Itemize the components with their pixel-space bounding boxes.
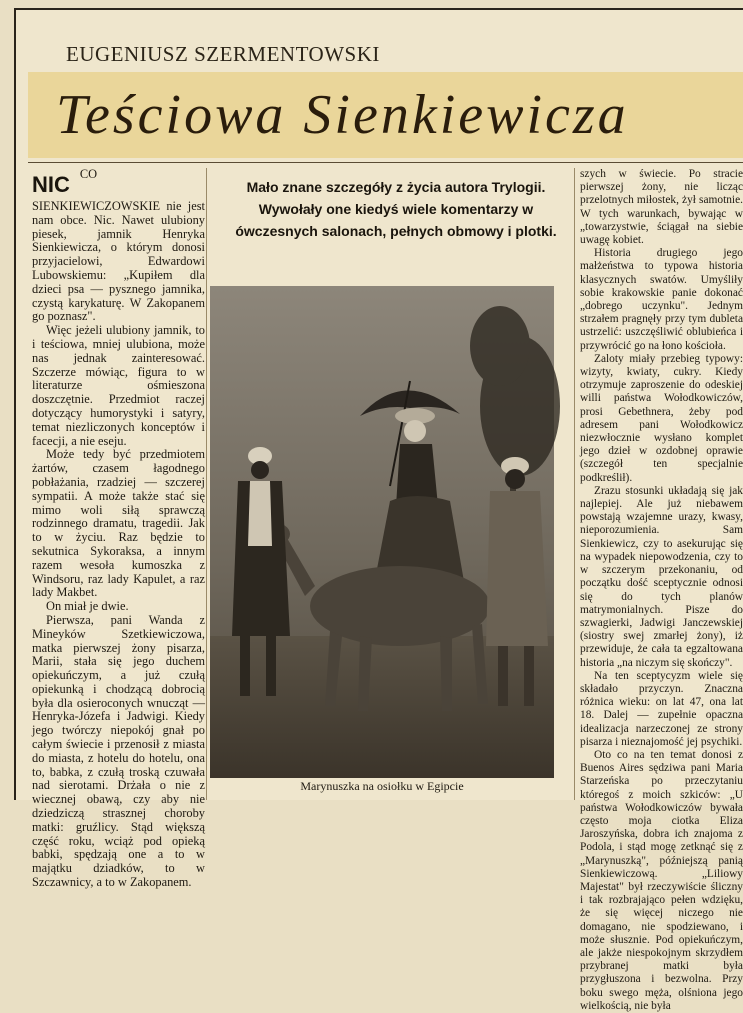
photo-caption: Marynuszka na osiołku w Egipcie — [300, 779, 464, 793]
right-paragraph-5: Na ten sceptycyzm wiele się składało przyczyn. Znaczna różnica wieku: on lat 47, ona lat 18. Dalej — zupełnie opaczna idealizacja narzeczonej ze strony pisarza i nieznajomość jej psychiki. — [580, 669, 743, 748]
lead-text: Mało znane szczegóły z życia autora Trylogii. Wywołały one kiedyś wiele komentarzy w ówczesnych salonach, pełnych obmowy i plotki. — [235, 179, 557, 239]
article-title: Teściowa Sienkiewicza — [56, 84, 629, 146]
right-paragraph-6: Oto co na ten temat donosi z Buenos Aires sędziwa pani Maria Starzeńska po przeczytaniu któregoś z moich szkiców: „U państwa Wołodkowiczów bywała często moja ciotka Eliza Jaroszyńska, dobra ich znajoma z Podola, i stąd mogę zetknąć się z „Marynuszką", późniejszą panią Sienkiewiczową. „Liliowy Majestat" był rzeczywiście śliczny i tak rozbrajająco pełen wdzięku, że się więcej niczego nie domagano, nie spodziewano, i może słusznie. Pod opiekuńczym, ale jakże niespokojnym skrzydłem przybranej matki była przygłuszona i bezwolna. Przy boku swego męża, olśniona jego wielkością, nie była — [580, 748, 743, 1012]
page-frame-left — [14, 8, 16, 800]
left-paragraph-1 — [32, 168, 205, 324]
photo-illustration — [210, 286, 554, 778]
column-separator-left — [206, 168, 207, 800]
right-paragraph-3: Zaloty miały przebieg typowy: wizyty, kwiaty, cukry. Kiedy otrzymuje zaproszenie do odeskiej willi państwa Wołodkowiczów, prosi Gebethnera, żeby pod adresem pani Wołodkowicz niezwłocznie wysłano komplet jego dzieł w ozdobnej oprawie (szczegół ten specjalnie podkreślił). — [580, 352, 743, 484]
article-page — [14, 8, 743, 1012]
title-band — [28, 72, 743, 158]
left-paragraph-4: On miał je dwie. — [46, 599, 129, 614]
left-column — [32, 167, 205, 890]
left-paragraph-3: Może tedy być przedmiotem żartów, czasem łagodnego pobłażania, rzadziej — szczerej sympatii. A może także stać się mimo woli siłą sprawczą rodzinnego dramatu, tragedii. Jak to w życiu. Raz będzie to sekutnica Sykoraksa, a innym razem wesoła kumoszka z Windsoru, raz lady Kapulet, a raz lady Makbet. — [32, 447, 205, 600]
right-paragraph-2: Historia drugiego jego małżeństwa to typowa historia klasycznych swatów. Umyśliły sobie krakowskie panie dokonać „dobrego uczynku". Jednym strzałem pragnęły przy tym dubleta ustrzelić: uszczęśliwić oblubieńca i przywrócić go na łono kościoła. — [580, 247, 743, 352]
right-paragraph-1: szych w świecie. Po stracie pierwszej żony, nie licząc przelotnych miłostek, żył samotnie. W tych warunkach, bywając w „towarzystwie, ściągał na siebie uwagę kobiet. — [580, 168, 743, 247]
right-column — [580, 168, 743, 1012]
header-rule — [28, 162, 743, 163]
left-paragraph-5: Pierwsza, pani Wanda z Mineyków Szetkiewiczowa, matka pierwszej żony pisarza, Marii, stała się jego duchem opiekuńczym, a już czułą opiekunką i chodzącą dobrocią była dla osieroconych wnucząt — Henryka-Józefa i Jadwigi. Kiedy jego twórczy niepokój gnał po całym świecie i przenosił z miasta do miasta, z hotelu do hotelu, ona to, babka, z czułą troską czuwała nad sierotami. Drżała o nie z wiecznej obawą, czy aby nie dziedziczą strasznej choroby matki: gruźlicy. Stąd większą część roku, wciąż pod opieką babki, spędzają one a to w majątku dziadków, to w Szczawnicy, a to w Zakopanem. — [32, 612, 205, 890]
photo — [210, 286, 554, 778]
left-paragraph-1-text: CO SIENKIEWICZOWSKIE nie jest nam obce. Nic. Nawet ulubiony piesek, jamnik Henryka Sienkiewicza, o którym donosi przyjacielowi, Edwardowi Lubowskiemu: „Kupiłem dla dzieci psa — pysznego jamnika, czystą karykaturę. W Zakopanem go poznasz". — [32, 167, 205, 324]
page-frame-top — [14, 8, 743, 10]
author-name: EUGENIUSZ SZERMENTOWSKI — [66, 42, 380, 66]
right-paragraph-4: Zrazu stosunki układają się jak najlepiej. Ale już niebawem powstają wzajemne urazy, kwasy, nieporozumienia. Sam Sienkiewicz, czy to asekurując się na wypadek niepowodzenia, czy to w szczerym przekonaniu, od początku dość sceptycznie odnosi się do tych planów matrymonialnych. Pisze do szwagierki, Jadwigi Janczewskiej (siostry swej zmarłej żony), iż przewiduje, że cała ta egzaltowana historia „na niczym się skończy". — [580, 484, 743, 669]
left-paragraph-2: Więc jeżeli ulubiony jamnik, to i teściowa, mniej ulubiona, może nas jednak zainteresować. Szczerze mówiąc, figura to w literaturze ośmieszona doszczętnie. Przedmiot raczej dotyczący humorystyki i satyry, temat niezliczonych konceptów i facecji, a nie eseju. — [32, 323, 205, 448]
drop-cap: NIC — [32, 172, 70, 197]
column-separator-right — [574, 168, 575, 800]
